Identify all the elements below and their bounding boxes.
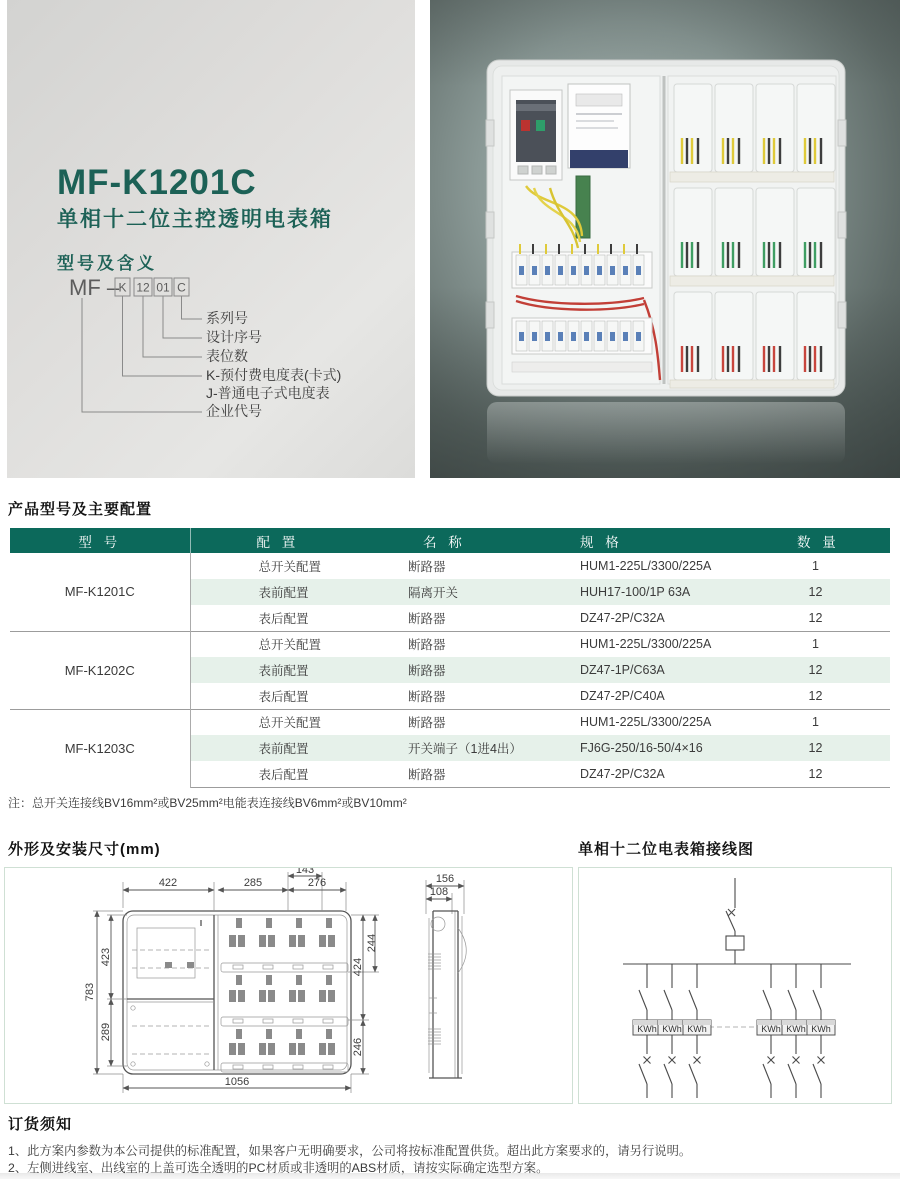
table-row: [10, 553, 890, 579]
dimensions-panel: [4, 867, 573, 1104]
spec-cell: DZ47-2P/C32A: [580, 610, 665, 625]
spec-cell: HUM1-225L/3300/225A: [580, 559, 712, 573]
qty-cell: 12: [775, 761, 890, 787]
products-section-title: 产品型号及主要配置: [8, 501, 153, 518]
model-cell: MF-K1202C: [10, 631, 190, 709]
table-note: 注：总开关连接线BV16mm²或BV25mm²电能表连接线BV6mm²或BV10mm²: [8, 796, 407, 810]
qty-cell: 12: [808, 688, 823, 703]
dim-422: 422: [158, 877, 178, 889]
name-cell: 断路器: [390, 709, 560, 735]
column-header-qty: 数 量: [775, 528, 890, 553]
code-label-j-type: J-普通电子式电度表: [206, 385, 330, 401]
dimensions-section-title: 外形及安装尺寸(mm): [8, 841, 161, 858]
main-breaker-symbol: [726, 936, 744, 950]
config-cell: 表前配置: [190, 579, 390, 605]
column-header-model: 型 号: [10, 528, 190, 553]
wiring-panel: [578, 867, 892, 1104]
dim-276: 276: [307, 877, 327, 889]
dim-244: 244: [366, 933, 378, 953]
config-cell: 总开关配置: [190, 709, 390, 735]
dim-143: 143: [295, 868, 315, 876]
code-box-01-text: 01: [156, 280, 170, 295]
model-meaning-heading: 型号及含义: [57, 254, 157, 273]
kwh-meter-label: KWh: [761, 1024, 781, 1034]
ordering-item-2: 2、左侧进线室、出线室的上盖可选全透明的PC材质或非透明的ABS材质，请按实际确定选型方案。: [8, 1161, 549, 1175]
column-header-config: 配 置: [190, 528, 390, 553]
spec-cell: HUM1-225L/3300/225A: [560, 631, 775, 657]
config-cell: 表前配置: [190, 735, 390, 761]
config-cell: 总开关配置: [190, 631, 390, 657]
code-label-series: 系列号: [206, 310, 248, 326]
dim-424: 424: [352, 957, 364, 977]
table-header-row: [10, 528, 890, 553]
config-cell: 表后配置: [190, 761, 390, 787]
meter-row-symbols: [221, 918, 348, 1072]
code-label-k-type: K-预付费电度表(卡式): [206, 367, 342, 383]
name-cell: 开关端子（1进4出）: [390, 735, 560, 761]
kwh-meter-label: KWh: [662, 1024, 682, 1034]
qty-cell: 12: [775, 735, 890, 761]
code-box-c-text: C: [177, 280, 186, 295]
spec-cell: DZ47-2P/C32A: [560, 761, 775, 787]
dim-1056: 1056: [224, 1076, 250, 1088]
meter-box-illustration: [430, 0, 900, 478]
product-subtitle: 单相十二位主控透明电表箱: [57, 208, 333, 231]
spec-cell: FJ6G-250/16-50/4×16: [560, 735, 775, 761]
name-cell: 断路器: [390, 657, 560, 683]
config-cell: 表后配置: [258, 611, 309, 626]
product-intro-panel: [7, 0, 415, 478]
config-cell: 表前配置: [190, 657, 390, 683]
column-header-spec: 规 格: [560, 528, 775, 553]
main-breaker-illustration: [510, 90, 562, 180]
name-cell: 断路器: [408, 560, 446, 574]
code-box-k-text: K: [118, 280, 127, 295]
meter-branches: [633, 964, 835, 1098]
wiring-section-title: 单相十二位电表箱接线图: [578, 841, 755, 858]
ordering-section-title: 订货须知: [8, 1116, 73, 1133]
qty-cell: 1: [775, 631, 890, 657]
dim-289: 289: [100, 1022, 112, 1042]
kwh-meter-label: KWh: [637, 1024, 657, 1034]
dim-285: 285: [243, 877, 263, 889]
dim-156: 156: [435, 873, 455, 885]
qty-cell: 1: [775, 709, 890, 735]
model-code-prefix: MF –: [69, 275, 120, 300]
code-label-company: 企业代号: [206, 403, 262, 419]
qty-cell: 12: [775, 657, 890, 683]
breaker-row-2-illustration: [512, 318, 652, 372]
qty-cell: 12: [775, 579, 890, 605]
energy-meter-illustration: [568, 84, 630, 168]
model-cell: MF-K1201C: [10, 553, 190, 631]
spec-cell: HUM1-225L/3300/225A: [560, 709, 775, 735]
product-photo: [430, 0, 900, 478]
code-label-meter-count: 表位数: [206, 348, 248, 364]
wiring-diagram: [579, 868, 891, 1103]
column-header-name: 名 称: [390, 528, 560, 553]
spec-cell: DZ47-1P/C63A: [560, 657, 775, 683]
page-bottom-reflection: [0, 1173, 900, 1179]
kwh-meter-label: KWh: [687, 1024, 707, 1034]
qty-cell: 12: [808, 610, 823, 625]
qty-cell: 1: [812, 559, 819, 573]
config-cell: 总开关配置: [258, 560, 322, 574]
name-cell: 断路器: [408, 689, 446, 704]
dimensions-drawing: [5, 868, 572, 1103]
configuration-table: [10, 528, 890, 788]
config-cell: 表后配置: [258, 689, 309, 704]
dim-108: 108: [429, 886, 449, 898]
dim-423: 423: [100, 947, 112, 967]
name-cell: 断路器: [390, 631, 560, 657]
spec-cell: HUH17-100/1P 63A: [560, 579, 775, 605]
code-box-12-text: 12: [136, 280, 150, 295]
name-cell: 断路器: [408, 611, 446, 626]
product-model-title: MF-K1201C: [57, 163, 257, 202]
meter-bays-illustration: [670, 84, 835, 388]
model-code-diagram: [57, 272, 427, 432]
dim-246: 246: [352, 1037, 364, 1057]
side-view: [426, 873, 466, 1078]
main-switch-symbol: [726, 909, 735, 936]
table-row: [10, 631, 890, 657]
ordering-item-1: 1、此方案内参数为本公司提供的标准配置，如果客户无明确要求，公司将按标准配置供货。超出此方案要求的，请另行说明。: [8, 1144, 692, 1158]
kwh-meter-label: KWh: [786, 1024, 806, 1034]
name-cell: 隔离开关: [390, 579, 560, 605]
kwh-meter-label: KWh: [811, 1024, 831, 1034]
name-cell: 断路器: [390, 761, 560, 787]
dim-783: 783: [84, 982, 96, 1002]
model-cell: MF-K1203C: [10, 709, 190, 787]
table-row: [10, 709, 890, 735]
spec-cell: DZ47-2P/C40A: [580, 688, 665, 703]
code-label-design-seq: 设计序号: [206, 329, 262, 345]
